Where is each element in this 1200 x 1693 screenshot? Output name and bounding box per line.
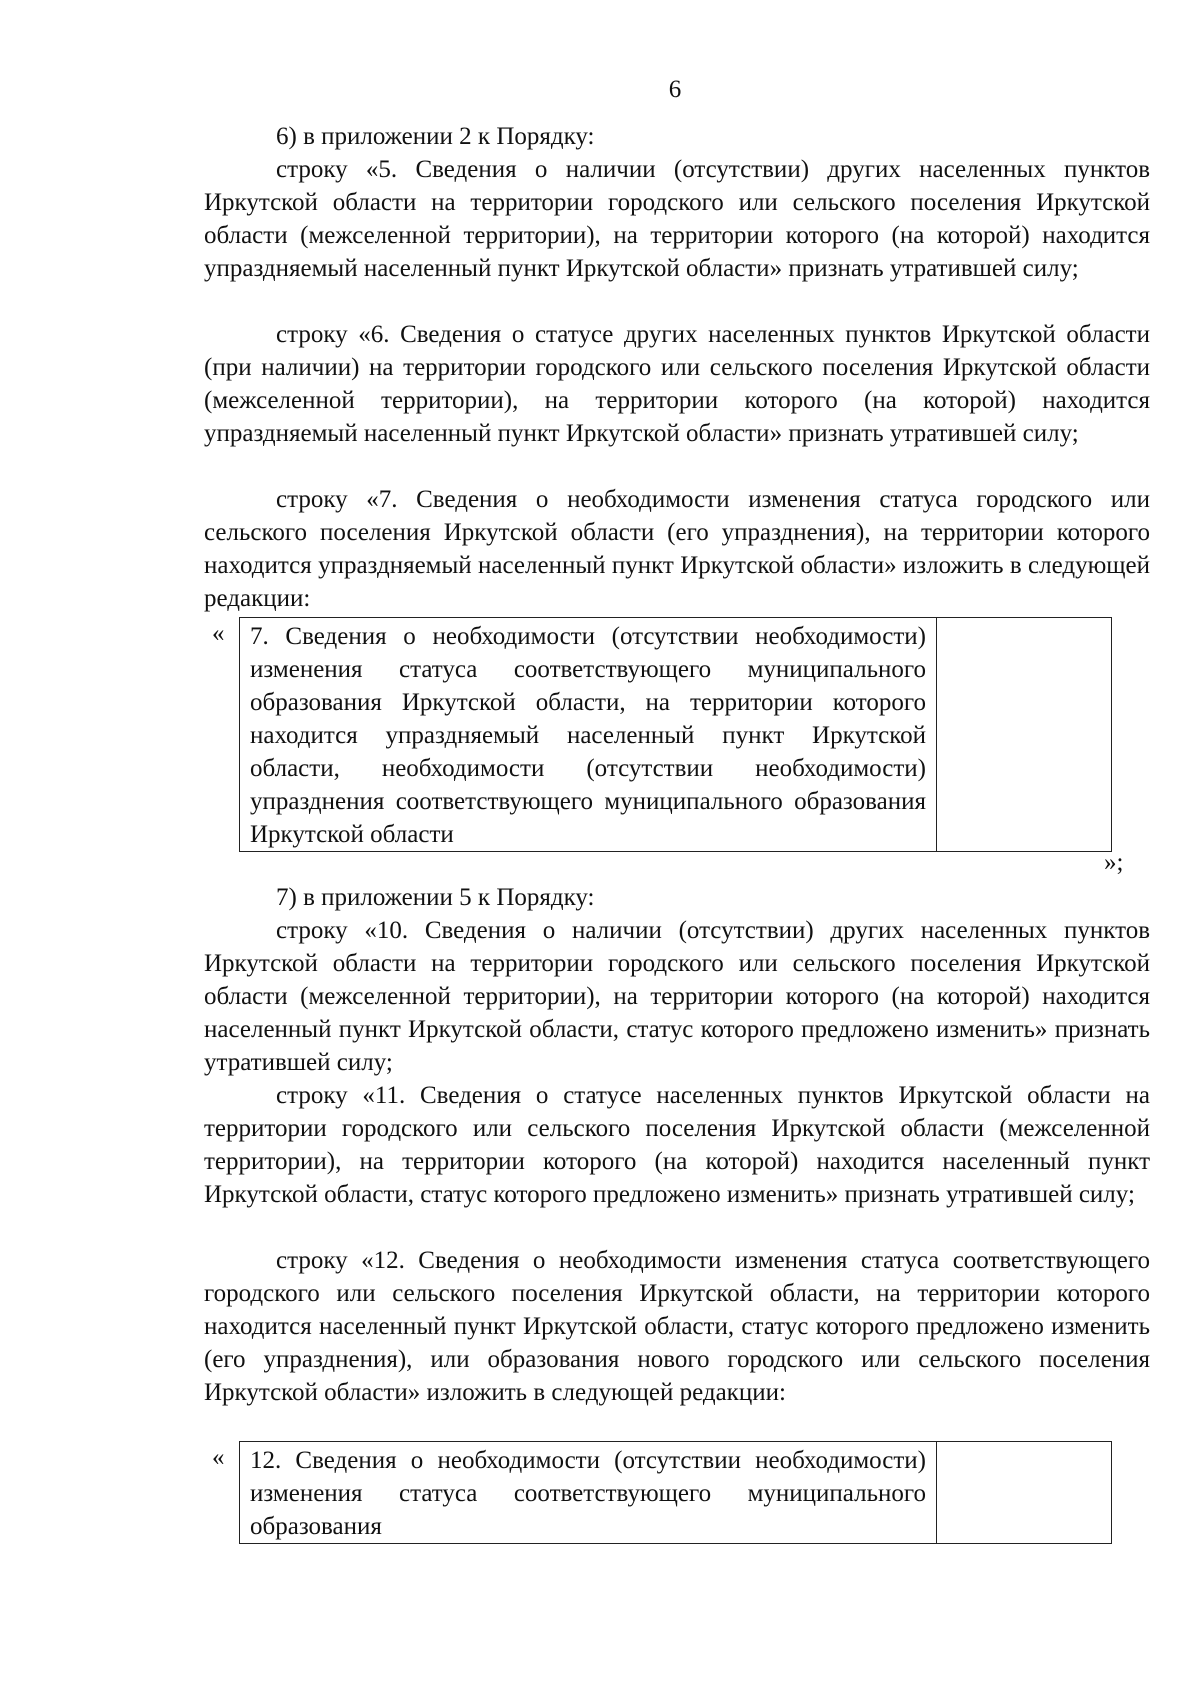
paragraph-item-6: 6) в приложении 2 к Порядку: <box>276 123 595 150</box>
paragraph-row-6: строку «6. Сведения о статусе других населенных пунктов Иркутской области (при наличии) на территории городского или сельского поселения Иркутской области (межселенной территории), на территории которого (на которой) находится упраздняемый населенный пункт Иркутской области» признать утратившей силу; <box>204 321 1150 447</box>
table-row-7-new-edition <box>239 617 1112 852</box>
table-row-12-new-edition <box>239 1441 1112 1544</box>
paragraph-row-7: строку «7. Сведения о необходимости изменения статуса городского или сельского поселения Иркутской области (его упразднения), на территории которого находится упраздняемый населенный пункт Иркутской области» изложить в следующей редакции: <box>204 486 1150 612</box>
table1-close-quote: »; <box>1104 849 1124 876</box>
paragraph-row-11: строку «11. Сведения о статусе населенных пунктов Иркутской области на территории городского или сельского поселения Иркутской области (межселенной территории), на территории которого (на которой) находится населенный пункт Иркутской области, статус которого предложено изменить» признать утратившей силу; <box>204 1082 1150 1208</box>
paragraph-row-12: строку «12. Сведения о необходимости изменения статуса соответствующего городского или сельского поселения Иркутской области, на территории которого находится населенный пункт Иркутской области, статус которого предложено изменить (его упразднения), или образования нового городского или сельского поселения Иркутской области» изложить в следующей редакции: <box>204 1247 1150 1406</box>
table2-text-cell: 12. Сведения о необходимости (отсутствии необходимости) изменения статуса соответствующего муниципального образования <box>240 1442 937 1544</box>
table2-open-quote: « <box>212 1444 225 1471</box>
table2-empty-cell <box>937 1442 1112 1544</box>
paragraph-row-10: строку «10. Сведения о наличии (отсутствии) других населенных пунктов Иркутской области на территории городского или сельского поселения Иркутской области (межселенной территории), на территории которого (на которой) находится населенный пункт Иркутской области, статус которого предложено изменить» признать утратившей силу; <box>204 917 1150 1076</box>
table1-text-cell: 7. Сведения о необходимости (отсутствии необходимости) изменения статуса соответствующего муниципального образования Иркутской области, на территории которого находится упраздняемый населенный пункт Иркутской области, необходимости (отсутствии необходимости) упразднения соответствующего муниципального образования Иркутской области <box>240 618 937 852</box>
table1-open-quote: « <box>212 620 225 647</box>
table1-empty-cell <box>937 618 1112 852</box>
paragraph-item-7: 7) в приложении 5 к Порядку: <box>276 884 595 911</box>
paragraph-row-5: строку «5. Сведения о наличии (отсутствии) других населенных пунктов Иркутской области на территории городского или сельского поселения Иркутской области (межселенной территории), на территории которого (на которой) находится упраздняемый населенный пункт Иркутской области» признать утратившей силу; <box>204 156 1150 282</box>
page-number: 6 <box>668 76 682 103</box>
